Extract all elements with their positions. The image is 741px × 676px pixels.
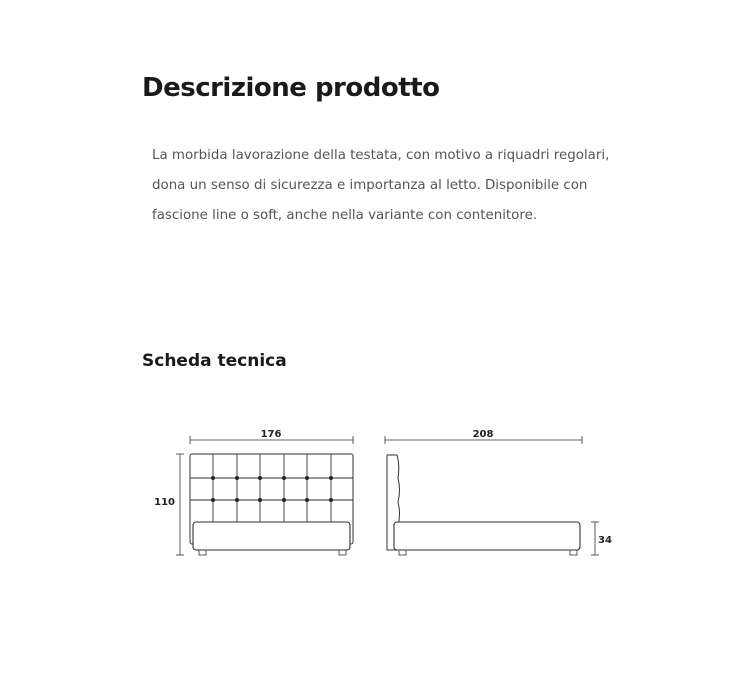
description-line: La morbida lavorazione della testata, con motivo a riquadri regolari, (152, 148, 610, 163)
side-view (385, 436, 599, 555)
dimension-frame-height-label: 34 (598, 535, 612, 546)
dimension-width-label: 176 (260, 429, 282, 440)
technical-sheet-title: Scheda tecnica (142, 351, 287, 371)
description-line: dona un senso di sicurezza e importanza al letto. Disponibile con (152, 178, 588, 193)
dimension-height-label: 110 (154, 497, 175, 508)
tufting-buttons (211, 476, 333, 502)
product-description-title: Descrizione prodotto (142, 73, 440, 103)
front-view (176, 436, 353, 555)
dimension-length-label: 208 (472, 429, 494, 440)
description-line: fascione line o soft, anche nella variante con contenitore. (152, 208, 538, 223)
